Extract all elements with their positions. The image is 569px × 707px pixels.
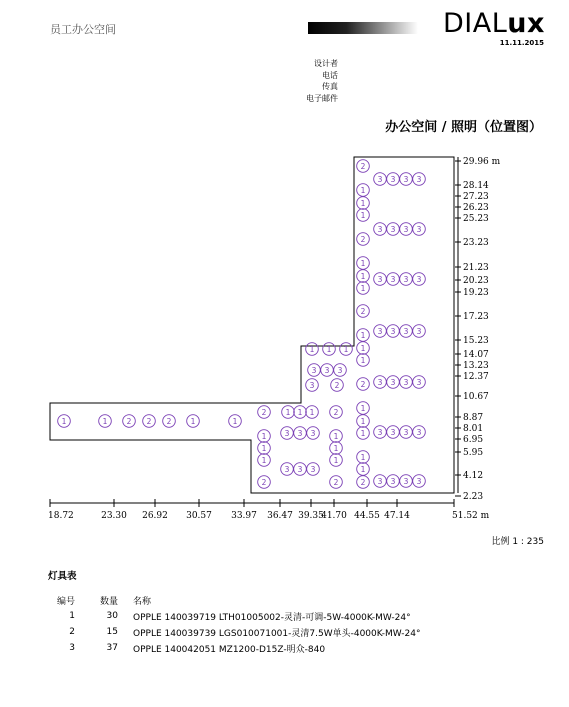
svg-text:3: 3 (403, 274, 409, 284)
luminaire-type-1 (330, 442, 343, 455)
col-quantity: 数量 (99, 596, 118, 607)
luminaire-layer (58, 160, 426, 489)
luminaire-type-1 (187, 415, 200, 428)
luminaire-type-3 (387, 223, 400, 236)
x-axis (48, 499, 490, 521)
luminaire-type-1 (357, 402, 370, 415)
svg-text:2: 2 (360, 477, 366, 487)
luminaire-type-3 (413, 273, 426, 286)
luminaire-type-1 (306, 343, 319, 356)
luminaire-type-1 (306, 406, 319, 419)
luminaire-type-2 (357, 305, 370, 318)
svg-text:3: 3 (390, 427, 396, 437)
luminaire-type-1 (357, 270, 370, 283)
svg-text:3: 3 (403, 427, 409, 437)
svg-text:2: 2 (261, 477, 267, 487)
luminaire-type-3 (413, 376, 426, 389)
svg-text:1: 1 (61, 416, 67, 426)
luminaire-type-3 (400, 173, 413, 186)
table-row (53, 640, 420, 656)
y-tick-label: 15.23 (463, 336, 489, 346)
luminaire-type-3 (413, 325, 426, 338)
svg-text:3: 3 (337, 365, 343, 375)
luminaire-type-3 (387, 325, 400, 338)
svg-text:1: 1 (343, 344, 349, 354)
svg-text:3: 3 (311, 365, 317, 375)
page-title: 办公空间 / 照明（位置图） (385, 120, 542, 135)
luminaire-table (53, 592, 420, 656)
svg-text:3: 3 (416, 224, 422, 234)
svg-text:1: 1 (261, 431, 267, 441)
x-tick-label: 36.47 (267, 511, 293, 521)
svg-text:3: 3 (416, 427, 422, 437)
svg-text:2: 2 (360, 379, 366, 389)
contact-block (306, 58, 338, 104)
luminaire-type-2 (357, 476, 370, 489)
svg-text:1: 1 (102, 416, 108, 426)
y-tick-label: 10.67 (463, 392, 489, 402)
svg-text:1: 1 (360, 428, 366, 438)
svg-text:1: 1 (326, 344, 332, 354)
svg-text:2: 2 (360, 161, 366, 171)
svg-text:3: 3 (377, 274, 383, 284)
svg-text:3: 3 (324, 365, 330, 375)
luminaire-type-1 (58, 415, 71, 428)
svg-text:1: 1 (360, 355, 366, 365)
luminaire-type-3 (307, 463, 320, 476)
luminaire-type-3 (387, 173, 400, 186)
svg-text:3: 3 (390, 326, 396, 336)
y-tick-label: 25.23 (463, 214, 489, 224)
luminaire-type-2 (357, 160, 370, 173)
row-quantity: 37 (106, 643, 118, 653)
svg-text:1: 1 (333, 455, 339, 465)
luminaire-type-1 (229, 415, 242, 428)
luminaire-type-3 (400, 223, 413, 236)
svg-text:3: 3 (403, 174, 409, 184)
luminaire-type-1 (330, 454, 343, 467)
svg-text:1: 1 (360, 185, 366, 195)
luminaire-type-3 (374, 475, 387, 488)
svg-text:1: 1 (190, 416, 196, 426)
x-tick-label: 33.97 (231, 511, 257, 521)
luminaire-type-3 (374, 173, 387, 186)
luminaire-type-1 (282, 406, 295, 419)
designer-label: 设计者 (314, 59, 338, 68)
luminaire-type-1 (330, 430, 343, 443)
y-tick-label: 2.23 (463, 492, 484, 502)
svg-text:1: 1 (285, 407, 291, 417)
luminaire-type-2 (330, 406, 343, 419)
row-name: OPPLE 140042051 MZ1200-D15Z-明众-840 (133, 644, 326, 655)
svg-text:3: 3 (377, 174, 383, 184)
svg-text:1: 1 (360, 198, 366, 208)
svg-text:1: 1 (360, 258, 366, 268)
y-tick-label: 27.23 (463, 192, 489, 202)
luminaire-type-3 (307, 427, 320, 440)
luminaire-type-3 (387, 475, 400, 488)
row-quantity: 15 (106, 627, 118, 637)
svg-text:2: 2 (334, 380, 340, 390)
svg-text:3: 3 (390, 224, 396, 234)
x-tick-label: 41.70 (321, 511, 347, 521)
luminaire-type-1 (357, 282, 370, 295)
luminaire-type-3 (281, 427, 294, 440)
svg-text:3: 3 (377, 427, 383, 437)
y-tick-label: 17.23 (463, 312, 489, 322)
y-tick-label: 29.96 m (463, 157, 501, 167)
luminaire-type-2 (163, 415, 176, 428)
y-tick-label: 20.23 (463, 276, 489, 286)
svg-text:2: 2 (333, 407, 339, 417)
luminaire-type-1 (357, 415, 370, 428)
luminaire-type-1 (357, 342, 370, 355)
svg-text:2: 2 (146, 416, 152, 426)
y-tick-label: 26.23 (463, 203, 489, 213)
luminaire-type-3 (374, 273, 387, 286)
luminaire-type-2 (331, 379, 344, 392)
svg-text:3: 3 (403, 377, 409, 387)
svg-text:1: 1 (261, 443, 267, 453)
luminaire-type-2 (143, 415, 156, 428)
luminaire-type-1 (357, 257, 370, 270)
svg-text:3: 3 (309, 380, 315, 390)
svg-text:1: 1 (360, 343, 366, 353)
luminaire-type-3 (308, 364, 321, 377)
luminaire-type-1 (357, 184, 370, 197)
svg-text:3: 3 (403, 224, 409, 234)
report-date: 11.11.2015 (499, 39, 544, 47)
svg-text:3: 3 (377, 377, 383, 387)
svg-text:3: 3 (377, 476, 383, 486)
row-quantity: 30 (106, 611, 118, 621)
svg-text:1: 1 (261, 455, 267, 465)
y-tick-label: 12.37 (463, 372, 489, 382)
luminaire-type-3 (413, 223, 426, 236)
x-tick-label: 26.92 (142, 511, 168, 521)
svg-text:1: 1 (360, 416, 366, 426)
luminaire-type-3 (400, 376, 413, 389)
luminaire-type-1 (357, 451, 370, 464)
x-tick-label: 18.72 (48, 511, 74, 521)
svg-text:2: 2 (360, 306, 366, 316)
luminaire-type-1 (357, 197, 370, 210)
svg-text:1: 1 (360, 271, 366, 281)
luminaire-type-2 (258, 476, 271, 489)
svg-text:3: 3 (390, 274, 396, 284)
luminaire-type-3 (374, 223, 387, 236)
x-tick-label: 44.55 (354, 511, 380, 521)
y-tick-label: 5.95 (463, 448, 484, 458)
luminaire-type-3 (413, 173, 426, 186)
luminaire-type-3 (400, 273, 413, 286)
email-label: 电子邮件 (306, 93, 338, 103)
svg-text:2: 2 (333, 477, 339, 487)
luminaire-type-1 (258, 454, 271, 467)
luminaire-table-title: 灯具表 (48, 571, 77, 582)
svg-text:3: 3 (416, 274, 422, 284)
luminaire-type-1 (357, 463, 370, 476)
luminaire-type-2 (357, 378, 370, 391)
svg-text:3: 3 (416, 476, 422, 486)
svg-text:1: 1 (360, 452, 366, 462)
y-tick-label: 23.23 (463, 238, 489, 248)
luminaire-type-3 (374, 376, 387, 389)
table-row (53, 624, 420, 640)
svg-text:1: 1 (360, 464, 366, 474)
luminaire-type-3 (306, 379, 319, 392)
row-number: 1 (69, 611, 75, 621)
svg-text:1: 1 (309, 344, 315, 354)
svg-text:3: 3 (310, 464, 316, 474)
y-tick-label: 8.01 (463, 424, 484, 434)
luminaire-type-3 (334, 364, 347, 377)
luminaire-type-2 (258, 406, 271, 419)
luminaire-type-1 (294, 406, 307, 419)
luminaire-type-3 (374, 325, 387, 338)
luminaire-type-1 (357, 427, 370, 440)
luminaire-type-1 (258, 430, 271, 443)
luminaire-type-1 (99, 415, 112, 428)
svg-text:1: 1 (360, 210, 366, 220)
x-tick-label: 47.14 (384, 511, 410, 521)
y-axis (455, 157, 501, 502)
dialux-logo: DIALux (443, 8, 545, 39)
svg-text:1: 1 (360, 283, 366, 293)
svg-text:3: 3 (390, 476, 396, 486)
svg-text:2: 2 (166, 416, 172, 426)
svg-text:3: 3 (284, 428, 290, 438)
svg-text:3: 3 (403, 476, 409, 486)
svg-text:2: 2 (126, 416, 132, 426)
col-name: 名称 (133, 596, 152, 607)
y-tick-label: 21.23 (463, 263, 489, 273)
svg-text:3: 3 (416, 377, 422, 387)
svg-text:3: 3 (403, 326, 409, 336)
svg-text:3: 3 (416, 174, 422, 184)
luminaire-type-1 (258, 442, 271, 455)
svg-text:3: 3 (390, 377, 396, 387)
luminaire-type-3 (400, 475, 413, 488)
svg-text:1: 1 (309, 407, 315, 417)
project-name: 员工办公空间 (50, 23, 116, 36)
y-tick-label: 8.87 (463, 413, 484, 423)
x-tick-label: 39.35 (298, 511, 324, 521)
floor-plan (0, 145, 569, 530)
luminaire-type-1 (323, 343, 336, 356)
col-number: 编号 (56, 596, 75, 607)
y-tick-label: 13.23 (463, 361, 489, 371)
svg-text:1: 1 (333, 431, 339, 441)
luminaire-type-2 (330, 476, 343, 489)
x-tick-label: 30.57 (186, 511, 212, 521)
luminaire-type-3 (387, 376, 400, 389)
svg-text:2: 2 (261, 407, 267, 417)
row-name: OPPLE 140039719 LTH01005002-灵清-可调-5W-4000K-MW-24° (133, 612, 411, 623)
luminaire-type-3 (413, 426, 426, 439)
svg-text:3: 3 (284, 464, 290, 474)
svg-text:1: 1 (333, 443, 339, 453)
x-tick-label: 51.52 m (452, 511, 490, 521)
svg-text:1: 1 (360, 330, 366, 340)
luminaire-type-3 (374, 426, 387, 439)
y-tick-label: 6.95 (463, 435, 484, 445)
y-tick-label: 19.23 (463, 288, 489, 298)
y-tick-label: 28.14 (463, 181, 489, 191)
luminaire-type-3 (294, 427, 307, 440)
luminaire-type-1 (357, 209, 370, 222)
y-tick-label: 4.12 (463, 471, 484, 481)
table-row (53, 608, 420, 624)
row-number: 2 (69, 627, 75, 637)
luminaire-type-3 (281, 463, 294, 476)
phone-label: 电话 (322, 70, 338, 80)
svg-text:3: 3 (416, 326, 422, 336)
luminaire-type-2 (357, 233, 370, 246)
luminaire-type-1 (340, 343, 353, 356)
luminaire-type-1 (357, 329, 370, 342)
svg-text:1: 1 (360, 403, 366, 413)
luminaire-type-1 (357, 354, 370, 367)
svg-text:3: 3 (390, 174, 396, 184)
svg-text:3: 3 (377, 224, 383, 234)
y-tick-label: 14.07 (463, 350, 489, 360)
scale-label: 比例 1 : 235 (491, 537, 544, 547)
luminaire-type-3 (400, 426, 413, 439)
luminaire-type-3 (387, 273, 400, 286)
row-number: 3 (69, 643, 75, 653)
luminaire-type-3 (400, 325, 413, 338)
svg-text:3: 3 (297, 428, 303, 438)
svg-text:3: 3 (310, 428, 316, 438)
luminaire-type-3 (294, 463, 307, 476)
luminaire-type-3 (387, 426, 400, 439)
fax-label: 传真 (322, 82, 338, 91)
svg-text:2: 2 (360, 234, 366, 244)
luminaire-type-2 (123, 415, 136, 428)
table-header-row (53, 592, 420, 608)
row-name: OPPLE 140039739 LGS010071001-灵清7.5W单头-4000K-MW-24° (133, 628, 421, 639)
x-tick-label: 23.30 (101, 511, 127, 521)
svg-text:1: 1 (232, 416, 238, 426)
svg-text:1: 1 (297, 407, 303, 417)
header-gradient-bar (308, 22, 418, 34)
luminaire-type-3 (321, 364, 334, 377)
svg-text:3: 3 (297, 464, 303, 474)
luminaire-type-3 (413, 475, 426, 488)
svg-text:3: 3 (377, 326, 383, 336)
